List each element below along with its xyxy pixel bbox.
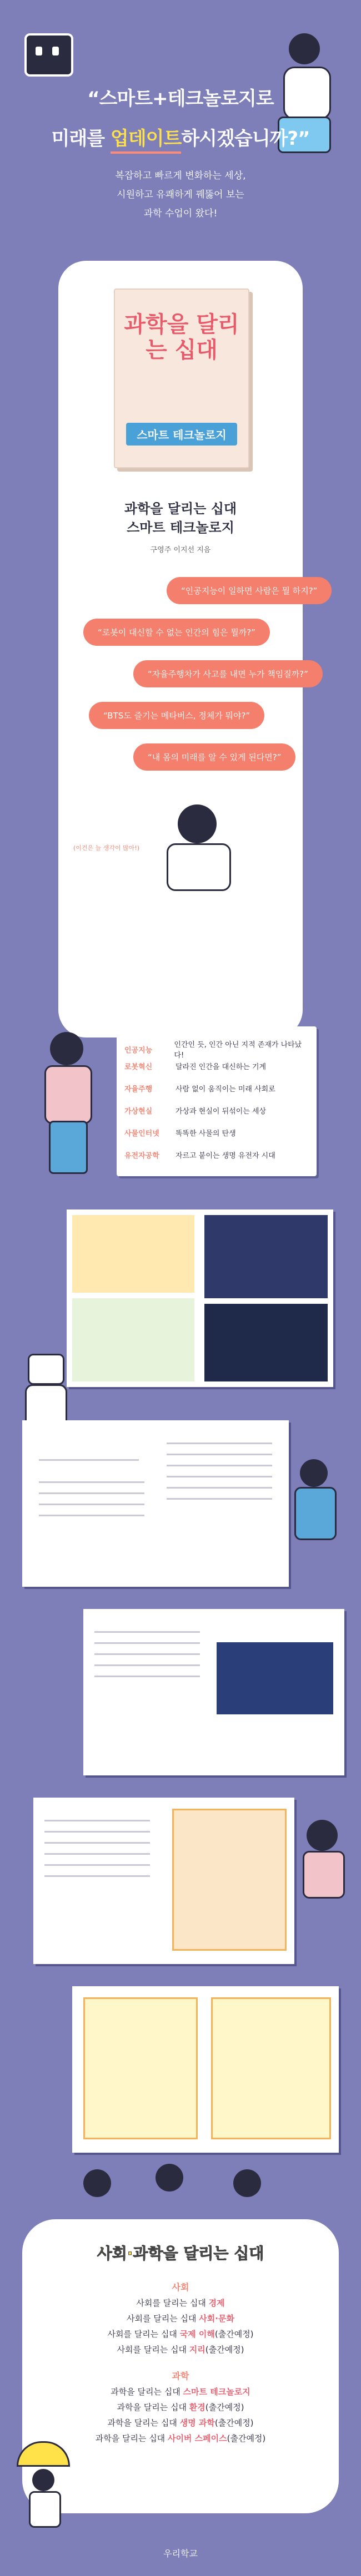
spread-text-2 xyxy=(33,1798,294,1964)
series-item: 사회를 달리는 십대 사회·문화 xyxy=(127,2314,234,2324)
keyword-row: 유전자공학 자르고 붙이는 생명 유전자 시대 xyxy=(124,1152,275,1160)
hero-quote-line1: “스마트+테크놀로지로 xyxy=(87,88,274,110)
series-item: 과학을 달리는 십대 환경(출간예정) xyxy=(117,2402,244,2412)
science-heading: 과학 xyxy=(172,2371,189,2381)
series-item: 과학을 달리는 십대 스마트 테크놀로지 xyxy=(111,2387,250,2397)
hero-quote-line2: 미래를 업데이트하시겠습니까?” xyxy=(0,123,361,154)
keyword-row: 사물인터넷 똑똑한 사물의 탄생 xyxy=(124,1130,236,1138)
question-bubble: “로봇이 대신할 수 없는 인간의 힘은 뭘까?” xyxy=(83,619,270,646)
spread-text-1 xyxy=(22,1420,289,1587)
keyword-row: 가상현실 가상과 현실이 뒤섞이는 세상 xyxy=(124,1107,267,1116)
dancing-girl-illustration xyxy=(283,1459,344,1553)
book-name: 과학을 달리는 십대 스마트 테크놀로지 xyxy=(124,501,237,535)
series-item: 사회를 달리는 십대 국제 이해(출간예정) xyxy=(107,2329,254,2339)
question-bubble: “내 몸의 미래를 알 수 있게 된다면?” xyxy=(133,743,295,771)
social-heading: 사회 xyxy=(172,2282,189,2292)
question-bubble: “자율주행차가 사고를 내면 누가 책임질까?” xyxy=(133,660,323,687)
monitor-character-icon xyxy=(24,33,73,77)
update-highlight: 업데이트 xyxy=(111,123,181,154)
keyword-row: 인공지능 인간인 듯, 인간 아닌 지적 존재가 나타났다! xyxy=(124,1041,302,1060)
series-item: 사회를 달리는 십대 지리(출간예정) xyxy=(117,2345,244,2355)
spread-comic xyxy=(67,1209,333,1387)
book-cover-subtitle: 스마트 테크놀로지 xyxy=(126,423,237,446)
jumping-kids-illustration xyxy=(72,2164,283,2230)
keyword-row: 로봇혁신 달라진 인간을 대신하는 기계 xyxy=(124,1063,267,1071)
series-item: 과학을 달리는 십대 사이버 스페이스(출간예정) xyxy=(95,2433,266,2443)
spread-stage xyxy=(83,1609,344,1775)
book-cover-title: 과학을 달리는 십대 xyxy=(124,312,239,363)
question-bubble: “인공지능이 일하면 사람은 뭘 하지?” xyxy=(167,577,332,604)
book-authors: 구영주 이지선 지음 xyxy=(150,546,211,554)
intro-text: 복잡하고 빠르게 변화하는 세상, 시원하고 유쾌하게 꿰뚫어 보는 과학 수업이 왔다! xyxy=(115,170,246,219)
laughing-girl-illustration xyxy=(294,1820,350,1903)
keyword-list xyxy=(117,1026,317,1176)
thinking-boy-illustration xyxy=(139,799,250,910)
series-item: 사회를 달리는 십대 경제 xyxy=(136,2298,225,2308)
book-cover xyxy=(114,289,249,468)
umbrella-kid-illustration xyxy=(17,2441,72,2530)
question-bubble: “BTS도 즐기는 메타버스, 정체가 뭐야?” xyxy=(89,702,264,729)
publisher-logo: 우리학교 xyxy=(163,2548,198,2559)
spread-quiz xyxy=(72,1986,339,2153)
keyword-row: 자율주행 사람 없이 움직이는 미래 사회로 xyxy=(124,1085,275,1094)
character-caption: (이건은 늘 생각이 많아!) xyxy=(73,844,140,852)
cap-girl-illustration xyxy=(33,1032,106,1176)
series-title: 사회·과학을 달리는 십대 xyxy=(97,2244,264,2263)
series-item: 과학을 달리는 십대 생명 과학(출간예정) xyxy=(107,2418,254,2428)
section-heading: 오늘과 내일을 살아갈 청소년이 알아야 할 스마트 테크놀로지 xyxy=(123,968,238,1022)
